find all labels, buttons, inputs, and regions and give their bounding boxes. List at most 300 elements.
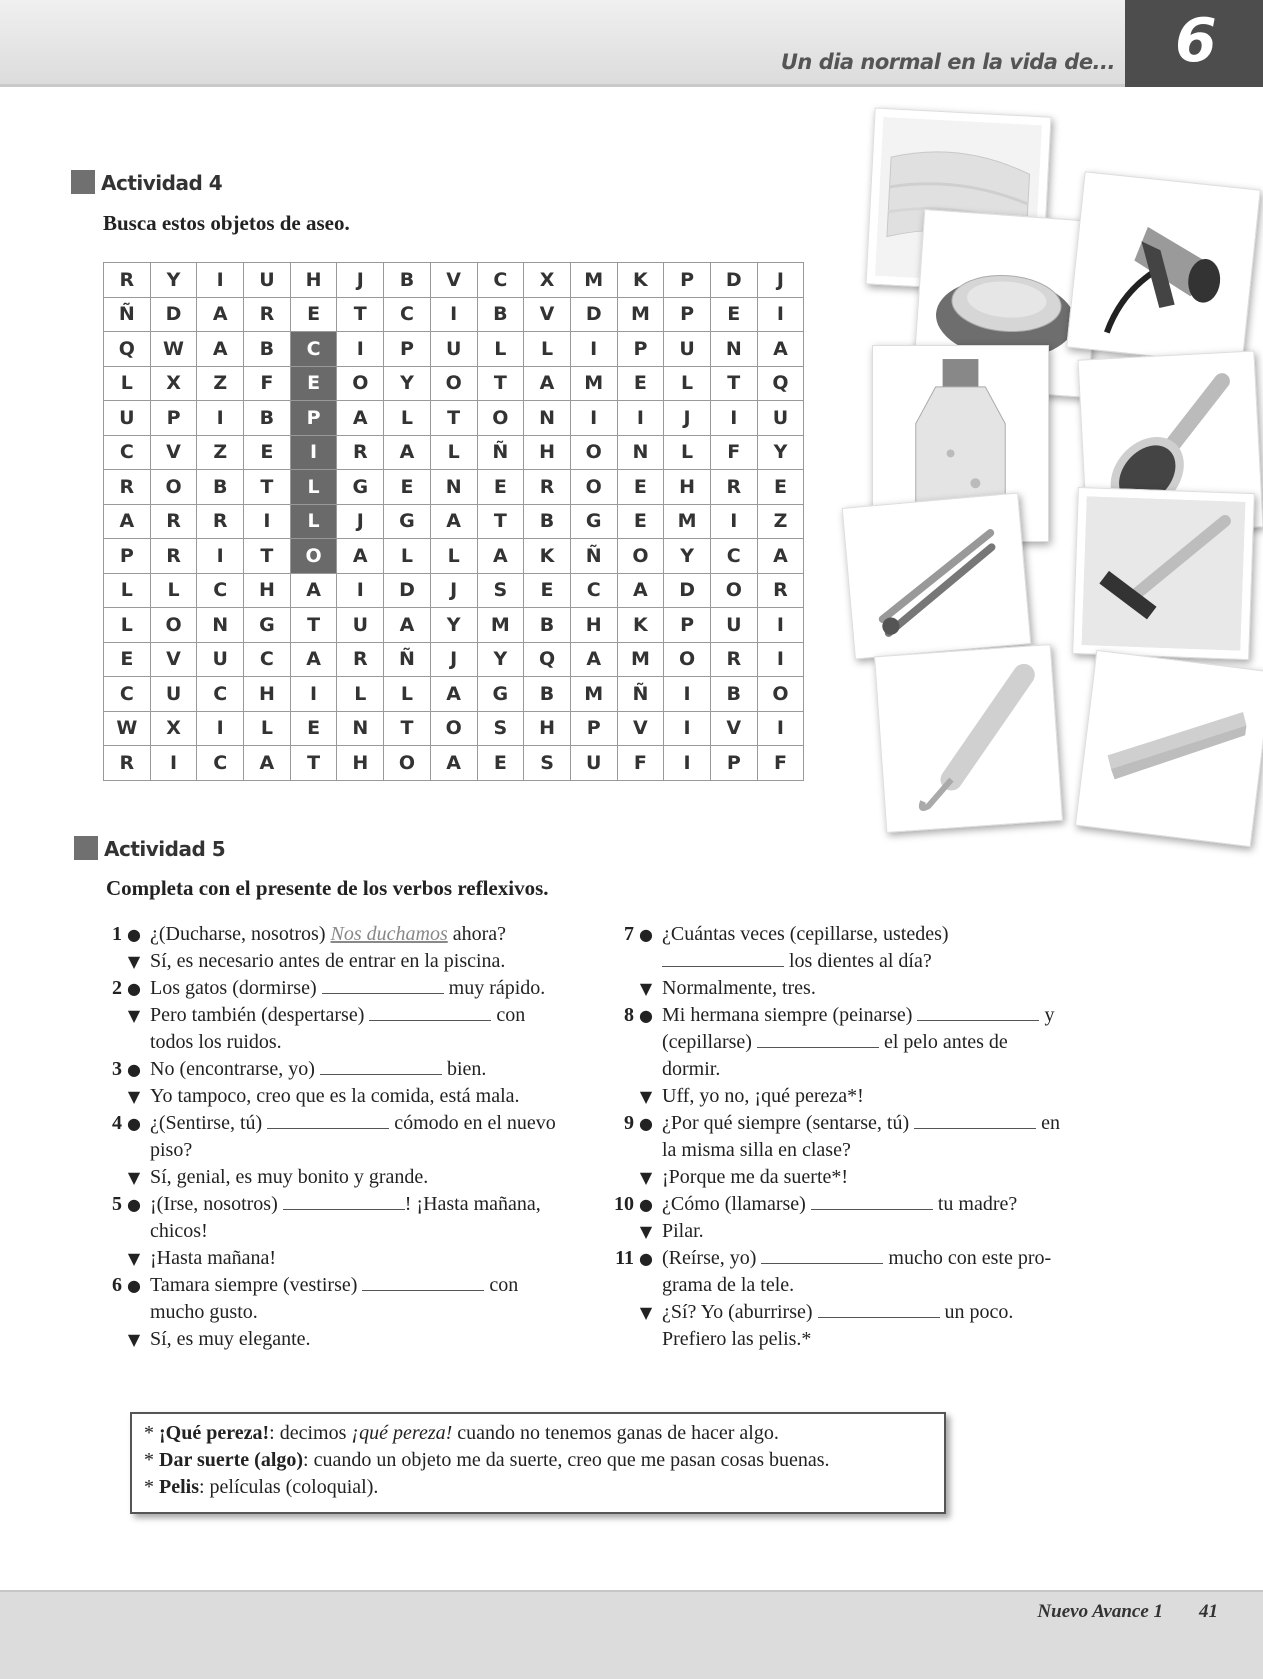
grid-letter: T	[477, 366, 524, 401]
exercise-line	[100, 975, 610, 1002]
note-term: ¡Qué pereza!	[159, 1422, 270, 1444]
grid-letter: N	[337, 711, 384, 746]
answer-blank[interactable]	[811, 1191, 933, 1210]
activity4-instruction: Busca estos objetos de aseo.	[103, 211, 350, 235]
grid-letter: B	[244, 332, 291, 367]
answer-blank[interactable]	[283, 1191, 405, 1210]
grid-letter: O	[617, 539, 664, 574]
grid-letter: O	[430, 366, 477, 401]
grid-letter: C	[197, 677, 244, 712]
answer-blank[interactable]	[322, 975, 444, 994]
answer-blank[interactable]	[761, 1245, 883, 1264]
exercise-text: el pelo antes de	[878, 1031, 1008, 1053]
grid-letter: N	[430, 470, 477, 505]
grid-letter: R	[150, 504, 197, 539]
grid-letter: F	[244, 366, 291, 401]
grid-letter: Z	[197, 366, 244, 401]
grid-letter: M	[570, 263, 617, 298]
grid-letter: A	[757, 332, 804, 367]
hair-dryer-icon	[1076, 181, 1251, 356]
grid-letter: N	[617, 435, 664, 470]
exercise-number: 4	[112, 1112, 122, 1134]
grid-letter: Ñ	[384, 642, 431, 677]
exercise-line	[100, 921, 610, 948]
grid-letter: Ñ	[477, 435, 524, 470]
exercise-line	[100, 1191, 610, 1218]
grid-letter: I	[757, 297, 804, 332]
grid-letter: S	[524, 746, 571, 781]
exercise-text: Sí, es necesario antes de entrar en la piscina.	[150, 950, 506, 972]
grid-letter: A	[524, 366, 571, 401]
exercise-text: ¿Cuántas veces (cepillarse, ustedes)	[662, 923, 949, 945]
note-text: : decimos	[269, 1422, 352, 1444]
grid-letter: I	[710, 504, 757, 539]
grid-letter: L	[104, 366, 151, 401]
grid-letter: A	[570, 642, 617, 677]
grid-letter: I	[150, 746, 197, 781]
grid-letter: R	[104, 263, 151, 298]
grid-letter: Z	[197, 435, 244, 470]
grid-letter: C	[104, 435, 151, 470]
grid-letter: R	[757, 573, 804, 608]
grid-letter: O	[430, 711, 477, 746]
example-answer: Nos duchamos	[330, 923, 448, 945]
grid-letter: T	[477, 504, 524, 539]
chapter-number: 6	[1175, 6, 1217, 76]
exercise-text: Sí, es muy elegante.	[150, 1328, 311, 1350]
grid-letter: B	[384, 263, 431, 298]
grid-letter: L	[430, 435, 477, 470]
speaker-b-triangle-icon: ▼	[127, 1249, 141, 1268]
grid-letter: X	[150, 366, 197, 401]
exercise-line	[612, 1056, 1132, 1083]
grid-letter: O	[570, 435, 617, 470]
exercise-line	[100, 1083, 610, 1110]
grid-letter: B	[710, 677, 757, 712]
grid-letter: L	[664, 366, 711, 401]
exercise-line	[612, 1326, 1132, 1353]
exercise-line	[612, 1083, 1132, 1110]
grid-letter: I	[757, 642, 804, 677]
photo-comb	[1075, 650, 1263, 847]
exercise-text: ¿Por qué siempre (sentarse, tú)	[662, 1112, 915, 1134]
heading-square-icon	[71, 170, 95, 194]
grid-letter: A	[197, 297, 244, 332]
grid-letter: P	[664, 297, 711, 332]
grid-row	[104, 435, 804, 470]
exercise-line	[612, 921, 1132, 948]
footer-book-title: Nuevo Avance 1	[1037, 1601, 1163, 1622]
grid-letter: O	[150, 608, 197, 643]
speaker-b-triangle-icon: ▼	[639, 1303, 653, 1322]
exercise-line	[612, 1002, 1132, 1029]
grid-letter: C	[244, 642, 291, 677]
photo-razor	[1072, 487, 1255, 660]
grid-letter: A	[104, 504, 151, 539]
answer-blank[interactable]	[320, 1056, 442, 1075]
exercise-text: (cepillarse)	[662, 1031, 757, 1053]
grid-letter: T	[244, 470, 291, 505]
exercise-text: tu madre?	[932, 1193, 1018, 1215]
grid-letter: I	[197, 711, 244, 746]
exercise-text: ¿(Sentirse, tú)	[150, 1112, 268, 1134]
exercise-line	[100, 1137, 610, 1164]
exercise-column-right	[612, 921, 1132, 1353]
exercise-line	[612, 1110, 1132, 1137]
grid-letter: D	[710, 263, 757, 298]
grid-letter: L	[384, 539, 431, 574]
grid-letter: A	[384, 435, 431, 470]
grid-letter: L	[290, 470, 337, 505]
grid-letter: A	[197, 332, 244, 367]
grid-letter: T	[244, 539, 291, 574]
answer-blank[interactable]	[662, 948, 784, 967]
grid-letter: X	[524, 263, 571, 298]
note-line	[144, 1420, 932, 1447]
grid-letter: U	[664, 332, 711, 367]
grid-letter: I	[664, 677, 711, 712]
comb-icon	[1085, 660, 1262, 837]
grid-letter: E	[757, 470, 804, 505]
grid-letter: H	[570, 608, 617, 643]
grid-letter: U	[710, 608, 757, 643]
exercise-line	[100, 1218, 610, 1245]
exercise-text: y	[1039, 1004, 1055, 1026]
grid-letter: L	[150, 573, 197, 608]
exercise-number: 3	[112, 1058, 122, 1080]
grid-letter: E	[477, 746, 524, 781]
grid-letter: U	[244, 263, 291, 298]
grid-letter: D	[150, 297, 197, 332]
grid-letter: R	[150, 539, 197, 574]
grid-letter: W	[150, 332, 197, 367]
note-text: *	[144, 1476, 159, 1498]
speaker-a-bullet-icon: ●	[127, 925, 141, 944]
grid-letter: Q	[524, 642, 571, 677]
note-text: *	[144, 1422, 159, 1444]
grid-letter: I	[197, 263, 244, 298]
page-number: 41	[1199, 1601, 1218, 1622]
grid-letter: F	[757, 746, 804, 781]
grid-row	[104, 504, 804, 539]
grid-letter: R	[710, 642, 757, 677]
grid-row	[104, 746, 804, 781]
grid-letter: E	[617, 470, 664, 505]
exercise-text: Normalmente, tres.	[662, 977, 816, 999]
grid-letter: P	[617, 332, 664, 367]
grid-letter: K	[617, 608, 664, 643]
grid-letter: T	[290, 746, 337, 781]
photo-nail-clipper	[842, 493, 1032, 660]
grid-letter: E	[244, 435, 291, 470]
speaker-b-triangle-icon: ▼	[127, 952, 141, 971]
speaker-a-bullet-icon: ●	[127, 1195, 141, 1214]
grid-letter: M	[617, 642, 664, 677]
grid-letter: E	[290, 366, 337, 401]
grid-letter: G	[244, 608, 291, 643]
exercise-line	[612, 1164, 1132, 1191]
grid-letter: D	[570, 297, 617, 332]
grid-letter: I	[197, 539, 244, 574]
grid-letter: A	[290, 642, 337, 677]
answer-blank[interactable]	[818, 1299, 940, 1318]
grid-letter: T	[430, 401, 477, 436]
exercise-number: 11	[615, 1247, 634, 1269]
grid-letter: R	[244, 297, 291, 332]
note-text: cuando no tenemos ganas de hacer algo.	[452, 1422, 779, 1444]
grid-row	[104, 263, 804, 298]
grid-letter: Y	[150, 263, 197, 298]
grid-letter: I	[337, 332, 384, 367]
grid-letter: O	[570, 470, 617, 505]
exercise-text: con	[491, 1004, 526, 1026]
grid-letter: A	[244, 746, 291, 781]
grid-letter: L	[430, 539, 477, 574]
grid-letter: P	[104, 539, 151, 574]
exercise-text: Mi hermana siempre (peinarse)	[662, 1004, 918, 1026]
exercise-text: mucho con este pro-	[883, 1247, 1052, 1269]
grid-letter: I	[570, 332, 617, 367]
exercise-text: cómodo en el nuevo	[389, 1112, 556, 1134]
grid-letter: W	[104, 711, 151, 746]
exercise-line	[100, 1326, 610, 1353]
exercise-line	[612, 1191, 1132, 1218]
grid-letter: A	[430, 504, 477, 539]
grid-letter: R	[104, 746, 151, 781]
grid-letter: H	[524, 711, 571, 746]
grid-letter: M	[617, 297, 664, 332]
exercise-text: la misma silla en clase?	[662, 1139, 851, 1161]
grid-letter: U	[337, 608, 384, 643]
grid-letter: L	[104, 608, 151, 643]
grid-letter: O	[384, 746, 431, 781]
exercise-text: ! ¡Hasta mañana,	[404, 1193, 541, 1215]
exercise-line	[100, 1245, 610, 1272]
grid-letter: Q	[757, 366, 804, 401]
exercise-line	[612, 975, 1132, 1002]
grid-letter: Y	[384, 366, 431, 401]
answer-blank[interactable]	[362, 1272, 484, 1291]
grid-letter: P	[710, 746, 757, 781]
grid-letter: X	[150, 711, 197, 746]
note-line	[144, 1447, 932, 1474]
answer-blank[interactable]	[757, 1029, 879, 1048]
grid-letter: L	[244, 711, 291, 746]
grid-letter: O	[710, 573, 757, 608]
exercise-text: bien.	[441, 1058, 487, 1080]
grid-letter: L	[524, 332, 571, 367]
grid-letter: L	[290, 504, 337, 539]
speaker-b-triangle-icon: ▼	[127, 1087, 141, 1106]
grid-letter: E	[710, 297, 757, 332]
photo-toothpaste	[874, 644, 1063, 833]
note-term: Pelis	[159, 1476, 199, 1498]
grid-letter: A	[430, 677, 477, 712]
activity5-heading	[74, 836, 225, 861]
speaker-b-triangle-icon: ▼	[127, 1006, 141, 1025]
grid-letter: B	[197, 470, 244, 505]
exercise-text: todos los ruidos.	[150, 1031, 282, 1053]
speaker-a-bullet-icon: ●	[127, 979, 141, 998]
grid-letter: O	[477, 401, 524, 436]
exercise-line	[612, 948, 1132, 975]
grid-letter: C	[197, 573, 244, 608]
grid-letter: I	[290, 435, 337, 470]
grid-letter: F	[710, 435, 757, 470]
exercise-line	[612, 1245, 1132, 1272]
grid-row	[104, 297, 804, 332]
grid-letter: O	[290, 539, 337, 574]
grid-letter: H	[244, 573, 291, 608]
exercise-line	[612, 1299, 1132, 1326]
speaker-b-triangle-icon: ▼	[639, 1222, 653, 1241]
grid-letter: I	[664, 746, 711, 781]
answer-blank[interactable]	[369, 1002, 491, 1021]
grid-letter: O	[664, 642, 711, 677]
exercise-text: (Reírse, yo)	[662, 1247, 762, 1269]
word-search-grid	[103, 262, 804, 781]
grid-letter: U	[150, 677, 197, 712]
activity4-title: Actividad 4	[101, 171, 223, 195]
speaker-a-bullet-icon: ●	[639, 1249, 653, 1268]
exercise-line	[100, 1164, 610, 1191]
grid-letter: A	[477, 539, 524, 574]
grid-letter: U	[197, 642, 244, 677]
grid-letter: S	[477, 711, 524, 746]
grid-letter: C	[384, 297, 431, 332]
grid-letter: G	[384, 504, 431, 539]
speaker-b-triangle-icon: ▼	[127, 1168, 141, 1187]
grid-letter: A	[757, 539, 804, 574]
grid-letter: U	[757, 401, 804, 436]
exercise-text: No (encontrarse, yo)	[150, 1058, 320, 1080]
speaker-a-bullet-icon: ●	[127, 1276, 141, 1295]
note-text: *	[144, 1449, 159, 1471]
answer-blank[interactable]	[917, 1002, 1039, 1021]
grid-letter: V	[617, 711, 664, 746]
grid-letter: E	[384, 470, 431, 505]
note-text: : cuando un objeto me da suerte, creo que me pasan cosas buenas.	[303, 1449, 830, 1471]
grid-letter: G	[477, 677, 524, 712]
grid-letter: A	[337, 539, 384, 574]
grid-letter: M	[664, 504, 711, 539]
grid-row	[104, 711, 804, 746]
grid-letter: R	[524, 470, 571, 505]
grid-letter: L	[337, 677, 384, 712]
grid-letter: R	[337, 642, 384, 677]
exercise-line	[100, 948, 610, 975]
exercise-line	[100, 1029, 610, 1056]
grid-row	[104, 608, 804, 643]
exercise-number: 6	[112, 1274, 122, 1296]
activity5-title: Actividad 5	[104, 837, 226, 861]
photo-hair-dryer	[1066, 171, 1261, 366]
exercise-text: muy rápido.	[443, 977, 546, 999]
speaker-b-triangle-icon: ▼	[639, 979, 653, 998]
activity5-instruction: Completa con el presente de los verbos reflexivos.	[106, 876, 549, 900]
grid-letter: V	[524, 297, 571, 332]
grid-letter: Y	[477, 642, 524, 677]
exercise-text: dormir.	[662, 1058, 721, 1080]
grid-letter: T	[290, 608, 337, 643]
grid-letter: E	[290, 711, 337, 746]
grid-row	[104, 332, 804, 367]
grid-letter: T	[384, 711, 431, 746]
exercise-number: 9	[624, 1112, 634, 1134]
grid-letter: E	[617, 504, 664, 539]
exercise-number: 5	[112, 1193, 122, 1215]
grid-letter: E	[524, 573, 571, 608]
exercise-text: piso?	[150, 1139, 193, 1161]
speaker-a-bullet-icon: ●	[127, 1114, 141, 1133]
grid-letter: P	[664, 263, 711, 298]
grid-letter: V	[150, 435, 197, 470]
speaker-b-triangle-icon: ▼	[639, 1087, 653, 1106]
grid-letter: G	[570, 504, 617, 539]
exercise-line	[100, 1272, 610, 1299]
grid-letter: T	[710, 366, 757, 401]
grid-letter: O	[337, 366, 384, 401]
grid-letter: P	[290, 401, 337, 436]
grid-letter: I	[570, 401, 617, 436]
grid-row	[104, 401, 804, 436]
grid-letter: C	[477, 263, 524, 298]
note-example: ¡qué pereza!	[351, 1422, 453, 1444]
speaker-a-bullet-icon: ●	[639, 925, 653, 944]
exercise-text: ¡Hasta mañana!	[150, 1247, 277, 1269]
answer-blank[interactable]	[914, 1110, 1036, 1129]
grid-letter: B	[477, 297, 524, 332]
grid-letter: P	[664, 608, 711, 643]
exercise-text: mucho gusto.	[150, 1301, 258, 1323]
grid-letter: Y	[757, 435, 804, 470]
grid-letter: I	[244, 504, 291, 539]
grid-letter: C	[570, 573, 617, 608]
heading-square-icon	[74, 836, 98, 860]
note-term: Dar suerte (algo)	[159, 1449, 304, 1471]
exercise-number: 8	[624, 1004, 634, 1026]
grid-letter: I	[757, 608, 804, 643]
grid-letter: B	[524, 677, 571, 712]
exercise-text: un poco.	[939, 1301, 1014, 1323]
answer-blank[interactable]	[267, 1110, 389, 1129]
speaker-a-bullet-icon: ●	[639, 1006, 653, 1025]
speaker-a-bullet-icon: ●	[639, 1114, 653, 1133]
exercise-line	[100, 1299, 610, 1326]
grid-row	[104, 642, 804, 677]
grid-letter: N	[524, 401, 571, 436]
grid-letter: R	[337, 435, 384, 470]
exercise-number: 7	[624, 923, 634, 945]
exercise-text: chicos!	[150, 1220, 208, 1242]
exercise-number: 10	[614, 1193, 634, 1215]
note-line	[144, 1474, 932, 1501]
grid-letter: N	[710, 332, 757, 367]
exercise-text: grama de la tele.	[662, 1274, 795, 1296]
exercise-text: Yo tampoco, creo que es la comida, está mala.	[150, 1085, 520, 1107]
grid-letter: L	[664, 435, 711, 470]
grid-letter: Y	[430, 608, 477, 643]
grid-letter: H	[290, 263, 337, 298]
grid-letter: F	[617, 746, 664, 781]
grid-letter: Ñ	[104, 297, 151, 332]
grid-letter: U	[430, 332, 477, 367]
exercise-text: en	[1036, 1112, 1061, 1134]
grid-letter: R	[104, 470, 151, 505]
grid-letter: B	[244, 401, 291, 436]
exercise-text: los dientes al día?	[784, 950, 932, 972]
grid-letter: A	[337, 401, 384, 436]
